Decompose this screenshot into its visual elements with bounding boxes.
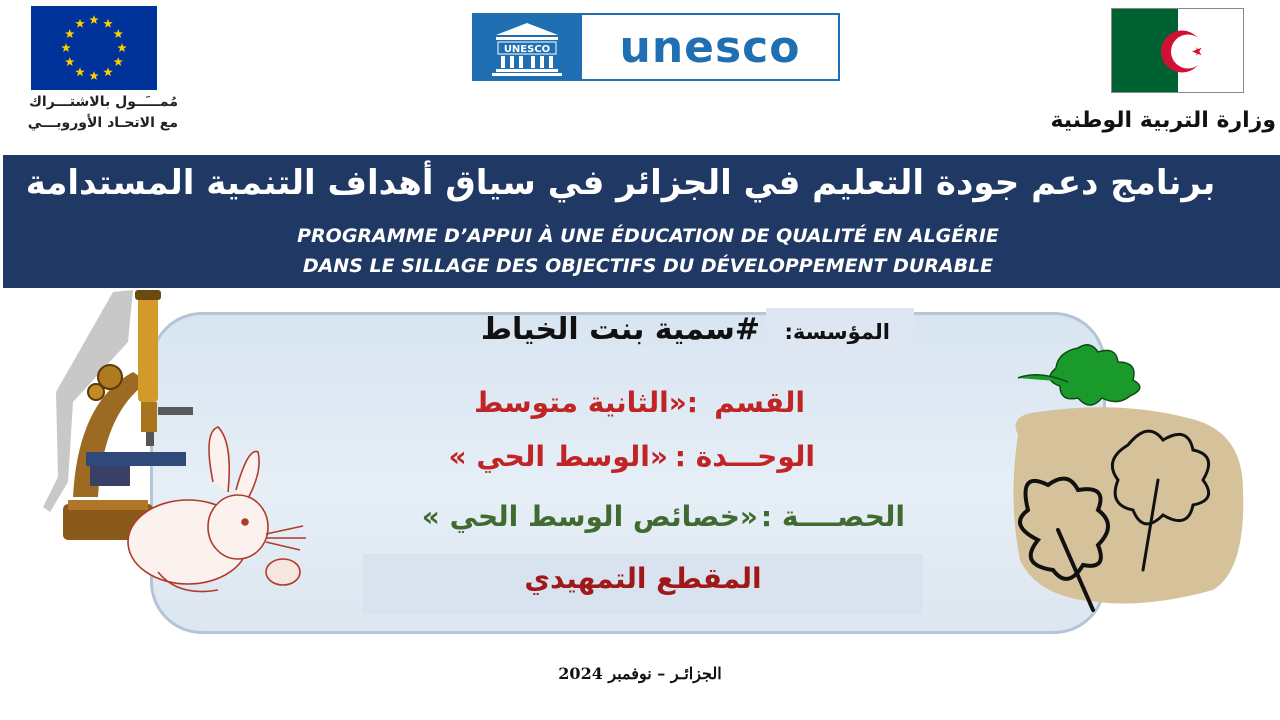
lesson-value: «خصائص الوسط الحي »: [421, 500, 758, 533]
unit-label: الوحـــدة :: [674, 440, 815, 473]
lesson-label: الحصــــة :: [760, 500, 905, 533]
unesco-wordmark: unesco: [619, 21, 801, 73]
banner-title-french-line2: DANS LE SILLAGE DES OBJECTIFS DU DÉVELOPPEMENT DURABLE: [302, 255, 994, 277]
institution-value: #سمية بنت الخياط: [480, 312, 760, 347]
banner-title-arabic: برنامج دعم جودة التعليم في الجزائر في سياق أهداف التنمية المستدامة: [25, 163, 1216, 203]
eu-star-icon: [113, 29, 123, 38]
eu-star-icon: [65, 29, 75, 38]
unesco-logo: [472, 13, 840, 81]
eu-star-icon: [103, 67, 113, 76]
rabbit-icon: [118, 422, 318, 604]
ministry-name: وزارة التربية الوطنية: [1050, 108, 1276, 133]
date-line: الجزائـر – نوفمبر 2024: [558, 664, 722, 683]
eu-star-icon: [117, 43, 127, 52]
eu-star-icon: [65, 57, 75, 66]
algeria-flag-icon: [1111, 8, 1244, 93]
eu-flag-icon: [31, 6, 157, 90]
institution-label: المؤسسة:: [784, 320, 890, 344]
unesco-emblem-text: UNESCO: [503, 44, 551, 55]
unesco-temple-icon: [474, 15, 582, 79]
eu-star-icon: [113, 57, 123, 66]
eu-star-icon: [89, 71, 99, 80]
eu-star-icon: [89, 15, 99, 24]
eu-caption-line2: مع الاتحـاد الأوروبـــي: [27, 115, 178, 131]
segment-title: المقطع التمهيدي: [524, 562, 762, 595]
leaves-icon: [998, 340, 1248, 612]
eu-star-icon: [75, 67, 85, 76]
class-label: القسم: [714, 386, 805, 419]
eu-star-icon: [103, 19, 113, 28]
eu-star-icon: [61, 43, 71, 52]
banner-title-french-line1: PROGRAMME D’APPUI À UNE ÉDUCATION DE QUALITÉ EN ALGÉRIE: [297, 225, 999, 247]
eu-caption-line1: مُمـــَــول بالاشتـــراك: [29, 94, 178, 110]
class-value: :«الثانية متوسط: [474, 386, 698, 419]
eu-star-icon: [75, 19, 85, 28]
unit-value: «الوسط الحي »: [448, 440, 668, 473]
program-banner: [3, 155, 1280, 288]
eu-funding-caption: [0, 92, 178, 134]
